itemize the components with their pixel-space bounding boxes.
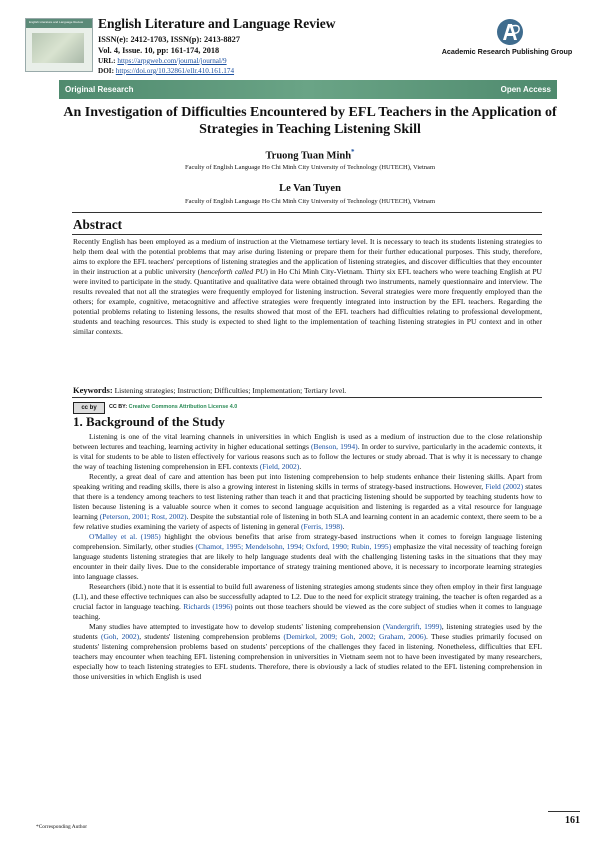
doi-link[interactable]: https://doi.org/10.32861/ellr.410.161.174 [115,67,235,75]
publisher-name: Academic Research Publishing Group [441,47,573,56]
citation-link[interactable]: (Field, 2002) [259,462,300,471]
citation-link[interactable]: Richards (1996) [183,602,233,611]
journal-cover-thumbnail [25,18,93,72]
corresponding-mark: * [351,148,355,156]
author-1-name: Truong Tuan Minh [265,150,352,162]
author-1 [60,148,560,162]
url-line [98,57,227,65]
keywords-label: Keywords: [73,385,113,395]
journal-title: English Literature and Language Review [98,16,336,31]
keywords [73,385,542,396]
author-1-affiliation: Faculty of English Language Ho Chi Minh City University of Technology (HUTECH), Vietnam [184,164,436,171]
cc-by-icon: cc by [73,402,105,414]
divider [72,397,542,398]
doi-label: DOI: [98,67,114,75]
citation-link[interactable]: (Vandergrift, 1999) [382,622,442,631]
section-body [73,432,542,682]
author-2-affiliation: Faculty of English Language Ho Chi Minh City University of Technology (HUTECH), Vietnam [184,198,436,205]
doi-line [98,67,234,75]
paper-title: An Investigation of Difficulties Encountered by EFL Teachers in the Application of Strategies in Teaching Listening Skill [63,105,557,137]
citation-link[interactable]: O'Malley et al. (1985) [89,532,161,541]
citation-link[interactable]: (Peterson, 2001; Rost, 2002) [99,512,187,521]
license-label: CC BY: [109,404,128,410]
paragraph: Many studies have attempted to investigate how to develop students' listening comprehension (Vandergrift, 1999), listening strategies used by the students (Goh, 2002), students' listening comprehension problems (Demirkol, 2009; Goh, 2002; Graham, 2006). These studies primarily focused on students' listening comprehension problems based on students' perceptions of the challenges they faced in listening. Nonetheless, difficulties that EFL teachers may encounter when teaching EFL listening comprehension in universities in Vietnam seem not to have been investigated by many researchers, especially how to teach listening strategies to EFL students. Therefore, there is obviously a lack of studies related to the EFL listening comprehension in those universities in which English is used [73,622,543,681]
original-research-label: Original Research [65,85,134,94]
citation-link[interactable]: (Demirkol, 2009; Goh, 2002; Graham, 2006) [283,632,427,641]
citation-link[interactable]: Field (2002) [485,482,524,491]
section-heading: 1. Background of the Study [73,414,225,429]
url-label: URL: [98,57,116,65]
citation-link[interactable]: (Ferris, 1998) [301,522,343,531]
cover-label: English Literature and Language Review [29,20,84,24]
paragraph: Researchers (ibid.) note that it is essential to build full awareness of listening strategies among students since they often employ in their first language (L1), and these effective techniques can also be successfully adapted to L2. Due to the need for explicit strategy training, the teacher is often regarded as a crucial factor in language teaching. Richards (1996) points out those teachers should be viewed as the core subject of studies when it comes to language teaching. [73,582,542,621]
footnote: *Corresponding Author [36,824,88,830]
divider [72,212,542,213]
citation-link[interactable]: (Chamot, 1995; Mendelsohn, 1994; Oxford, 1990; Rubin, 1995) [195,542,392,551]
license-text [109,404,237,410]
abstract-heading: Abstract [73,217,123,232]
page-number: 161 [548,811,580,826]
author-2-name: Le Van Tuyen [279,183,341,194]
keywords-list: Listening strategies; Instruction; Difficulties; Implementation; Tertiary level. [114,386,347,395]
publisher-logo-icon [472,18,542,46]
paragraph: O'Malley et al. (1985) highlight the obvious benefits that arise from strategy-based instructions when it comes to foreign language listening comprehension. Similarly, other studies (Chamot, 1995; Mendelsohn, 1994; Oxford, 1990; Rubin, 1995) emphasize the vital necessity of teaching foreign language students listening strategies that are likely to help language students deal with the challenging listening tasks in the situations that they may encounter in their daily lives. Due to the considerable importance of strategy training mentioned above, it is necessary to incorporate learning strategies into language classes. [73,532,543,581]
paragraph: Listening is one of the vital learning channels in universities in which English is used as a medium of instruction due to the close relationship between lectures and teaching, learning activity in higher educational settings (Benson, 1994). In order to survive, particularly in the academic contexts, it is vital for students to be able to listen effectively for various reasons such as to follow the lectures or study abroad. That is why it is necessary to change the way of teaching listening comprehension in EFL contexts (Field, 2002). [73,432,542,471]
issn: ISSN(e): 2412-1703, ISSN(p): 2413-8827 [98,35,240,44]
journal-url-link[interactable]: https://arpgweb.com/journal/journal/9 [117,57,227,65]
paragraph: Recently, a great deal of care and attention has been put into listening comprehension to help students enhance their listening skills. Apart from speaking writing and reading skills, there is also a growing interest in listening skills in terms of strategy-based instructions. However, Field (2002) states that there is a tendency among teachers to test listening rather than teach it and that practicing listening should be supported by teaching students how to listen because listening is a valuable source when it comes to second language acquisition and listening is regarded as a vital resource for language learning (Peterson, 2001; Rost, 2002). Despite the substantial role of listening in both SLA and learning content in an academic context, there seem to be a few relative studies examining the variety of aspects of listening in general (Ferris, 1998). [73,472,542,531]
divider [72,234,542,235]
volume-issue: Vol. 4, Issue. 10, pp: 161-174, 2018 [98,46,220,55]
citation-link[interactable]: (Goh, 2002) [100,632,140,641]
license-link[interactable]: Creative Commons Attribution License 4.0 [128,404,238,410]
open-access-label: Open Access [500,85,551,94]
article-type-banner [59,80,557,99]
abstract-body: Recently English has been employed as a medium of instruction at the Vietnamese tertiary level. It is necessary to teach its students listening strategies to help them deal with the potential problems that may arise during listening or prepare them for their further educational purposes. This study, therefore, aims to explore the EFL teachers' perceptions of listening strategies and the application of listening strategies, and discover difficulties that they encounter in their instruction at a public university (henceforth called PU) in Ho Chi Minh City-Vietnam. Thirty six EFL teachers who were teaching English at PU were invited to participate in the study. Quantitative and qualitative data were obtained through two instruments, namely questionnaire and interview. The results revealed that not all the strategies were frequently employed for listening instruction. Several strategies were more frequently employed than the others; for example, cognitive, metacognitive and affective strategies were frequently integrated into instruction by the EFL teachers. Regarding the potential problems relating to listening lessons, the results showed that most of the EFL teachers had difficulties relating to professional development, students and teaching resources. This study is expected to shed light to the implementation of teaching listening strategies in PU context and in other similar contexts. [73,237,543,336]
citation-link[interactable]: (Benson, 1994) [310,442,358,451]
